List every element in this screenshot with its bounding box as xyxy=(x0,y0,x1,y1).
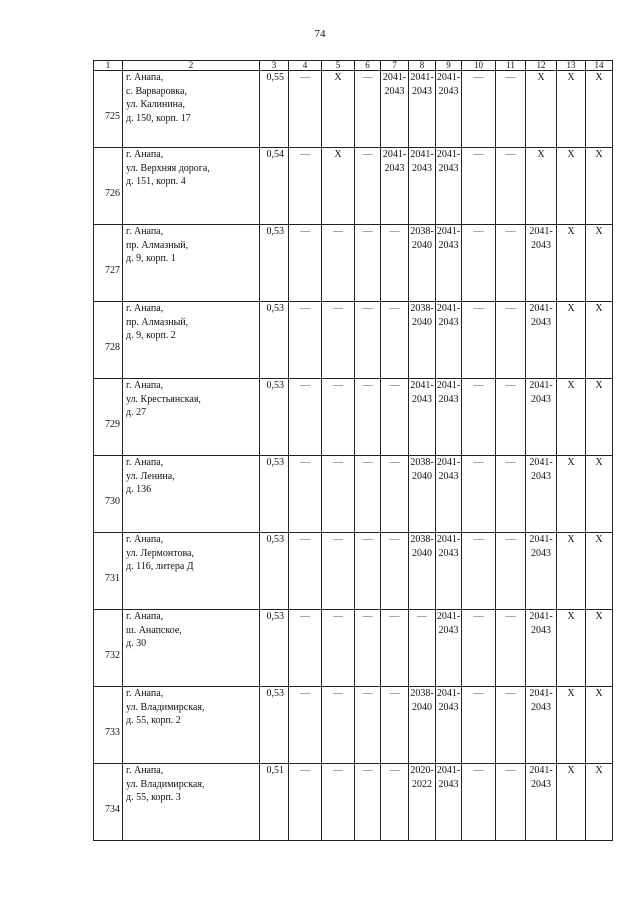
row-number: 730 xyxy=(105,495,120,507)
value-cell: Х xyxy=(322,71,355,148)
value-cell: Х xyxy=(557,533,586,610)
table-row xyxy=(94,456,613,533)
value-cell: — xyxy=(462,379,496,456)
value-cell: 2041- 2043 xyxy=(436,764,462,841)
row-number-cell xyxy=(94,456,123,533)
row-number: 733 xyxy=(105,726,120,738)
value-cell: 2041- 2043 xyxy=(436,533,462,610)
address-cell: г. Анапа, ул. Ленина, д. 136 xyxy=(123,456,260,533)
value-cell: — xyxy=(409,610,436,687)
table-row xyxy=(94,379,613,456)
value-cell: — xyxy=(289,610,322,687)
address-cell: г. Анапа, ул. Владимирская, д. 55, корп. 3 xyxy=(123,764,260,841)
value-cell: 2041- 2043 xyxy=(526,610,557,687)
value-cell: — xyxy=(462,764,496,841)
row-number: 727 xyxy=(105,264,120,276)
value-cell: — xyxy=(381,302,409,379)
value-cell: Х xyxy=(586,379,613,456)
area-cell: 0,51 xyxy=(260,764,289,841)
value-cell: Х xyxy=(586,302,613,379)
row-number-cell xyxy=(94,302,123,379)
column-header: 9 xyxy=(436,61,462,71)
value-cell: — xyxy=(462,302,496,379)
column-header: 14 xyxy=(586,61,613,71)
value-cell: Х xyxy=(557,764,586,841)
row-number-cell xyxy=(94,610,123,687)
value-cell: Х xyxy=(557,71,586,148)
value-cell: 2038- 2040 xyxy=(409,456,436,533)
column-header: 3 xyxy=(260,61,289,71)
area-cell: 0,53 xyxy=(260,610,289,687)
row-number-cell xyxy=(94,379,123,456)
value-cell: 2041- 2043 xyxy=(436,148,462,225)
row-number: 734 xyxy=(105,803,120,815)
value-cell: — xyxy=(289,225,322,302)
value-cell: 2041- 2043 xyxy=(381,148,409,225)
column-header: 4 xyxy=(289,61,322,71)
row-number: 728 xyxy=(105,341,120,353)
area-cell: 0,54 xyxy=(260,148,289,225)
address-cell: г. Анапа, ул. Крестьянская, д. 27 xyxy=(123,379,260,456)
value-cell: 2041- 2043 xyxy=(436,687,462,764)
value-cell: — xyxy=(289,302,322,379)
value-cell: 2038- 2040 xyxy=(409,533,436,610)
value-cell: 2041- 2043 xyxy=(409,148,436,225)
value-cell: 2041- 2043 xyxy=(526,533,557,610)
column-header: 1 xyxy=(94,61,123,71)
value-cell: — xyxy=(496,687,526,764)
column-header: 7 xyxy=(381,61,409,71)
row-number: 729 xyxy=(105,418,120,430)
address-cell: г. Анапа, ул. Владимирская, д. 55, корп. 2 xyxy=(123,687,260,764)
value-cell: Х xyxy=(526,148,557,225)
value-cell: — xyxy=(462,533,496,610)
value-cell: — xyxy=(355,610,381,687)
value-cell: — xyxy=(289,764,322,841)
value-cell: — xyxy=(289,71,322,148)
value-cell: 2041- 2043 xyxy=(526,225,557,302)
area-cell: 0,55 xyxy=(260,71,289,148)
value-cell: 2041- 2043 xyxy=(526,456,557,533)
value-cell: — xyxy=(462,610,496,687)
value-cell: — xyxy=(322,379,355,456)
value-cell: 2041- 2043 xyxy=(381,71,409,148)
value-cell: — xyxy=(355,533,381,610)
column-header: 5 xyxy=(322,61,355,71)
area-cell: 0,53 xyxy=(260,379,289,456)
value-cell: — xyxy=(322,687,355,764)
value-cell: Х xyxy=(586,687,613,764)
column-header: 10 xyxy=(462,61,496,71)
value-cell: — xyxy=(496,764,526,841)
value-cell: — xyxy=(381,687,409,764)
value-cell: — xyxy=(496,148,526,225)
value-cell: 2041- 2043 xyxy=(526,687,557,764)
table-row xyxy=(94,71,613,148)
value-cell: — xyxy=(496,456,526,533)
value-cell: 2041- 2043 xyxy=(436,456,462,533)
area-cell: 0,53 xyxy=(260,687,289,764)
value-cell: — xyxy=(381,225,409,302)
value-cell: 2041- 2043 xyxy=(526,764,557,841)
row-number: 731 xyxy=(105,572,120,584)
value-cell: — xyxy=(322,610,355,687)
value-cell: — xyxy=(462,148,496,225)
value-cell: — xyxy=(289,379,322,456)
value-cell: Х xyxy=(586,225,613,302)
value-cell: Х xyxy=(322,148,355,225)
area-cell: 0,53 xyxy=(260,302,289,379)
value-cell: Х xyxy=(586,148,613,225)
table-row xyxy=(94,764,613,841)
row-number: 732 xyxy=(105,649,120,661)
value-cell: Х xyxy=(586,456,613,533)
row-number-cell xyxy=(94,71,123,148)
value-cell: 2041- 2043 xyxy=(409,71,436,148)
value-cell: Х xyxy=(586,533,613,610)
table-row xyxy=(94,148,613,225)
value-cell: — xyxy=(355,687,381,764)
table-row xyxy=(94,302,613,379)
value-cell: 2041- 2043 xyxy=(526,302,557,379)
row-number-cell xyxy=(94,764,123,841)
address-cell: г. Анапа, ш. Анапское, д. 30 xyxy=(123,610,260,687)
value-cell: — xyxy=(381,533,409,610)
value-cell: Х xyxy=(526,71,557,148)
value-cell: Х xyxy=(557,148,586,225)
value-cell: — xyxy=(381,764,409,841)
value-cell: 2041- 2043 xyxy=(436,379,462,456)
value-cell: — xyxy=(355,148,381,225)
value-cell: — xyxy=(322,764,355,841)
value-cell: — xyxy=(355,302,381,379)
value-cell: Х xyxy=(557,379,586,456)
address-cell: г. Анапа, ул. Верхняя дорога, д. 151, корп. 4 xyxy=(123,148,260,225)
value-cell: — xyxy=(355,764,381,841)
table-row xyxy=(94,610,613,687)
value-cell: — xyxy=(381,610,409,687)
value-cell: — xyxy=(322,533,355,610)
area-cell: 0,53 xyxy=(260,225,289,302)
value-cell: — xyxy=(462,71,496,148)
table-row xyxy=(94,533,613,610)
value-cell: 2041- 2043 xyxy=(436,71,462,148)
value-cell: Х xyxy=(557,687,586,764)
value-cell: — xyxy=(462,456,496,533)
value-cell: — xyxy=(355,379,381,456)
column-number-row xyxy=(94,61,613,71)
value-cell: — xyxy=(355,456,381,533)
row-number-cell xyxy=(94,533,123,610)
value-cell: — xyxy=(355,71,381,148)
value-cell: — xyxy=(322,302,355,379)
value-cell: Х xyxy=(586,764,613,841)
value-cell: Х xyxy=(557,456,586,533)
value-cell: — xyxy=(289,533,322,610)
value-cell: — xyxy=(462,225,496,302)
value-cell: — xyxy=(381,379,409,456)
row-number: 725 xyxy=(105,110,120,122)
value-cell: — xyxy=(381,456,409,533)
table-row xyxy=(94,225,613,302)
address-cell: г. Анапа, пр. Алмазный, д. 9, корп. 1 xyxy=(123,225,260,302)
value-cell: — xyxy=(289,687,322,764)
value-cell: — xyxy=(496,379,526,456)
value-cell: Х xyxy=(557,302,586,379)
row-number: 726 xyxy=(105,187,120,199)
value-cell: 2038- 2040 xyxy=(409,302,436,379)
value-cell: 2038- 2040 xyxy=(409,225,436,302)
value-cell: Х xyxy=(586,71,613,148)
row-number-cell xyxy=(94,148,123,225)
column-header: 2 xyxy=(123,61,260,71)
value-cell: 2041- 2043 xyxy=(526,379,557,456)
table-row xyxy=(94,687,613,764)
value-cell: 2041- 2043 xyxy=(436,610,462,687)
value-cell: — xyxy=(496,225,526,302)
area-cell: 0,53 xyxy=(260,533,289,610)
column-header: 13 xyxy=(557,61,586,71)
address-cell: г. Анапа, с. Варваровка, ул. Калинина, д. 150, корп. 17 xyxy=(123,71,260,148)
row-number-cell xyxy=(94,225,123,302)
value-cell: — xyxy=(289,148,322,225)
value-cell: — xyxy=(322,456,355,533)
column-header: 6 xyxy=(355,61,381,71)
value-cell: — xyxy=(496,302,526,379)
value-cell: Х xyxy=(557,225,586,302)
value-cell: Х xyxy=(586,610,613,687)
value-cell: — xyxy=(496,610,526,687)
value-cell: 2041- 2043 xyxy=(409,379,436,456)
column-header: 12 xyxy=(526,61,557,71)
column-header: 11 xyxy=(496,61,526,71)
column-header: 8 xyxy=(409,61,436,71)
table-body xyxy=(94,61,613,841)
register-table xyxy=(93,60,613,841)
area-cell: 0,53 xyxy=(260,456,289,533)
value-cell: — xyxy=(496,533,526,610)
address-cell: г. Анапа, пр. Алмазный, д. 9, корп. 2 xyxy=(123,302,260,379)
value-cell: 2041- 2043 xyxy=(436,225,462,302)
value-cell: — xyxy=(289,456,322,533)
address-cell: г. Анапа, ул. Лермонтова, д. 116, литера Д xyxy=(123,533,260,610)
value-cell: 2020- 2022 xyxy=(409,764,436,841)
value-cell: — xyxy=(322,225,355,302)
value-cell: — xyxy=(462,687,496,764)
value-cell: 2038- 2040 xyxy=(409,687,436,764)
row-number-cell xyxy=(94,687,123,764)
value-cell: Х xyxy=(557,610,586,687)
value-cell: — xyxy=(355,225,381,302)
value-cell: 2041- 2043 xyxy=(436,302,462,379)
page-number: 74 xyxy=(314,28,326,40)
value-cell: — xyxy=(496,71,526,148)
